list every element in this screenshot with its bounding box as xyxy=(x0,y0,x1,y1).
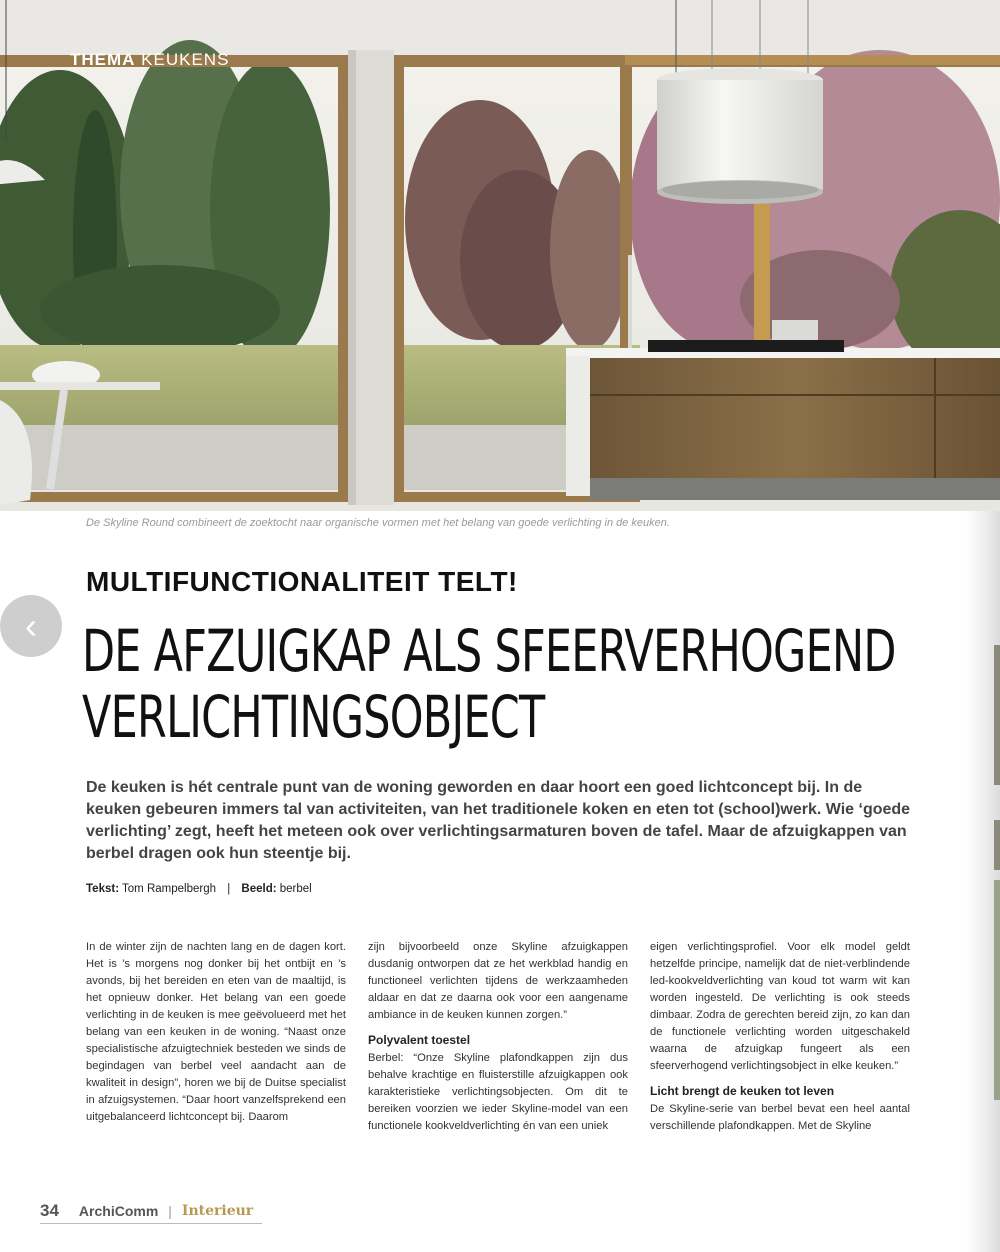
next-page-sliver xyxy=(994,880,1000,1100)
page-footer xyxy=(40,1198,253,1224)
body-column-3 xyxy=(650,939,910,1135)
section-tag xyxy=(70,50,229,70)
kitchen-illustration xyxy=(0,0,1000,511)
next-page-sliver xyxy=(994,820,1000,870)
section-tag-light: KEUKENS xyxy=(135,50,230,69)
page-number: 34 xyxy=(40,1201,59,1220)
article-title-line: DE AFZUIGKAP ALS SFEERVERHOGEND xyxy=(82,617,896,685)
subheading: Licht brengt de keuken tot leven xyxy=(650,1084,835,1098)
paragraph: In de winter zijn de nachten lang en de dagen kort. Het is ’s morgens nog donker bij het ontbijt en ’s avonds, bij het bereiden en eten van de maaltijd, is het opnieuw donker. Het belang van een goede verlichting in de keuken is mee geëvolueerd met het belang van een keuken in de woning. “Naast onze specialistische afzuigtechniek besteden we sinds de begindagen van berbel veel aandacht aan de kwaliteit in design”, horen we bij de Duitse specialist in afzuigsystemen. “Daar hoort vanzelfsprekend een uitgebalanceerd lichtconcept bij. Daarom xyxy=(86,941,346,1123)
subheading: Polyvalent toestel xyxy=(368,1033,471,1047)
article-credits xyxy=(86,883,312,895)
hero-photo xyxy=(0,0,1000,511)
article-intro: De keuken is hét centrale punt van de woning geworden en daar hoort een goed lichtconcept bij. In de keuken gebeuren immers tal van activiteiten, van het traditionele koken en eten tot (school)werk. Wie ‘goede verlichting’ zegt, heeft het meteen ook over verlichtingsarmaturen boven de tafel. Maar de afzuigkappen van berbel dragen ook hun steentje bij. xyxy=(86,779,911,862)
body-column-2 xyxy=(368,939,628,1135)
back-button[interactable] xyxy=(0,595,62,657)
text-credit-value: Tom Rampelbergh xyxy=(122,883,216,895)
section-tag-bold: THEMA xyxy=(70,50,136,69)
chevron-left-icon: ‹ xyxy=(25,605,37,646)
credits-separator: | xyxy=(227,883,231,895)
footer-rule xyxy=(40,1223,262,1224)
footer-divider: | xyxy=(168,1203,172,1219)
magazine-brand: ArchiComm xyxy=(78,1203,159,1219)
article-title-line: VERLICHTINGSOBJECT xyxy=(82,683,545,751)
paragraph: De Skyline-serie van berbel bevat een heel aantal verschillende plafondkappen. Met de Skyline xyxy=(650,1103,910,1132)
paragraph: eigen verlichtingsprofiel. Voor elk model geldt hetzelfde principe, namelijk dat de niet-verblindende led-kookveldverlichting van koud tot warm wit kan worden ingesteld. De verlichting is ook steeds dimbaar. Zodra de gerechten bereid zijn, zo kan dan de functionele verlichting worden uitgeschakeld waarna de afzuigkap fungeert als een sfeerverhogend verlichtingsobject in elke keuken.” xyxy=(650,941,910,1072)
image-credit-value: berbel xyxy=(279,883,312,895)
paragraph: Berbel: “Onze Skyline plafondkappen zijn dus behalve krachtige en fluisterstille afzuigkappen ook karakteristieke verlichtingsobjecten. Om dit te bereiken voorzien we ieder Skyline-model van een functionele kookveldverlichting én van een uniek xyxy=(368,1052,628,1132)
body-column-1 xyxy=(86,939,346,1126)
text-credit-label: Tekst: xyxy=(86,883,120,895)
image-caption: De Skyline Round combineert de zoektocht naar organische vormen met het belang van goede verlichting in de keuken. xyxy=(86,517,670,529)
article-title xyxy=(82,617,896,751)
next-page-sliver xyxy=(994,645,1000,785)
article-kicker: MULTIFUNCTIONALITEIT TELT! xyxy=(86,566,518,597)
paragraph: zijn bijvoorbeeld onze Skyline afzuigkappen dusdanig ontworpen dat ze het werkblad handig en functioneel verlichten tijdens de werkzaamheden aldaar en dat ze daarna ook voor een aangename ambiance in de keuken kunnen zorgen.” xyxy=(368,941,628,1021)
image-credit-label: Beeld: xyxy=(241,883,277,895)
magazine-section: Interieur xyxy=(181,1203,254,1219)
